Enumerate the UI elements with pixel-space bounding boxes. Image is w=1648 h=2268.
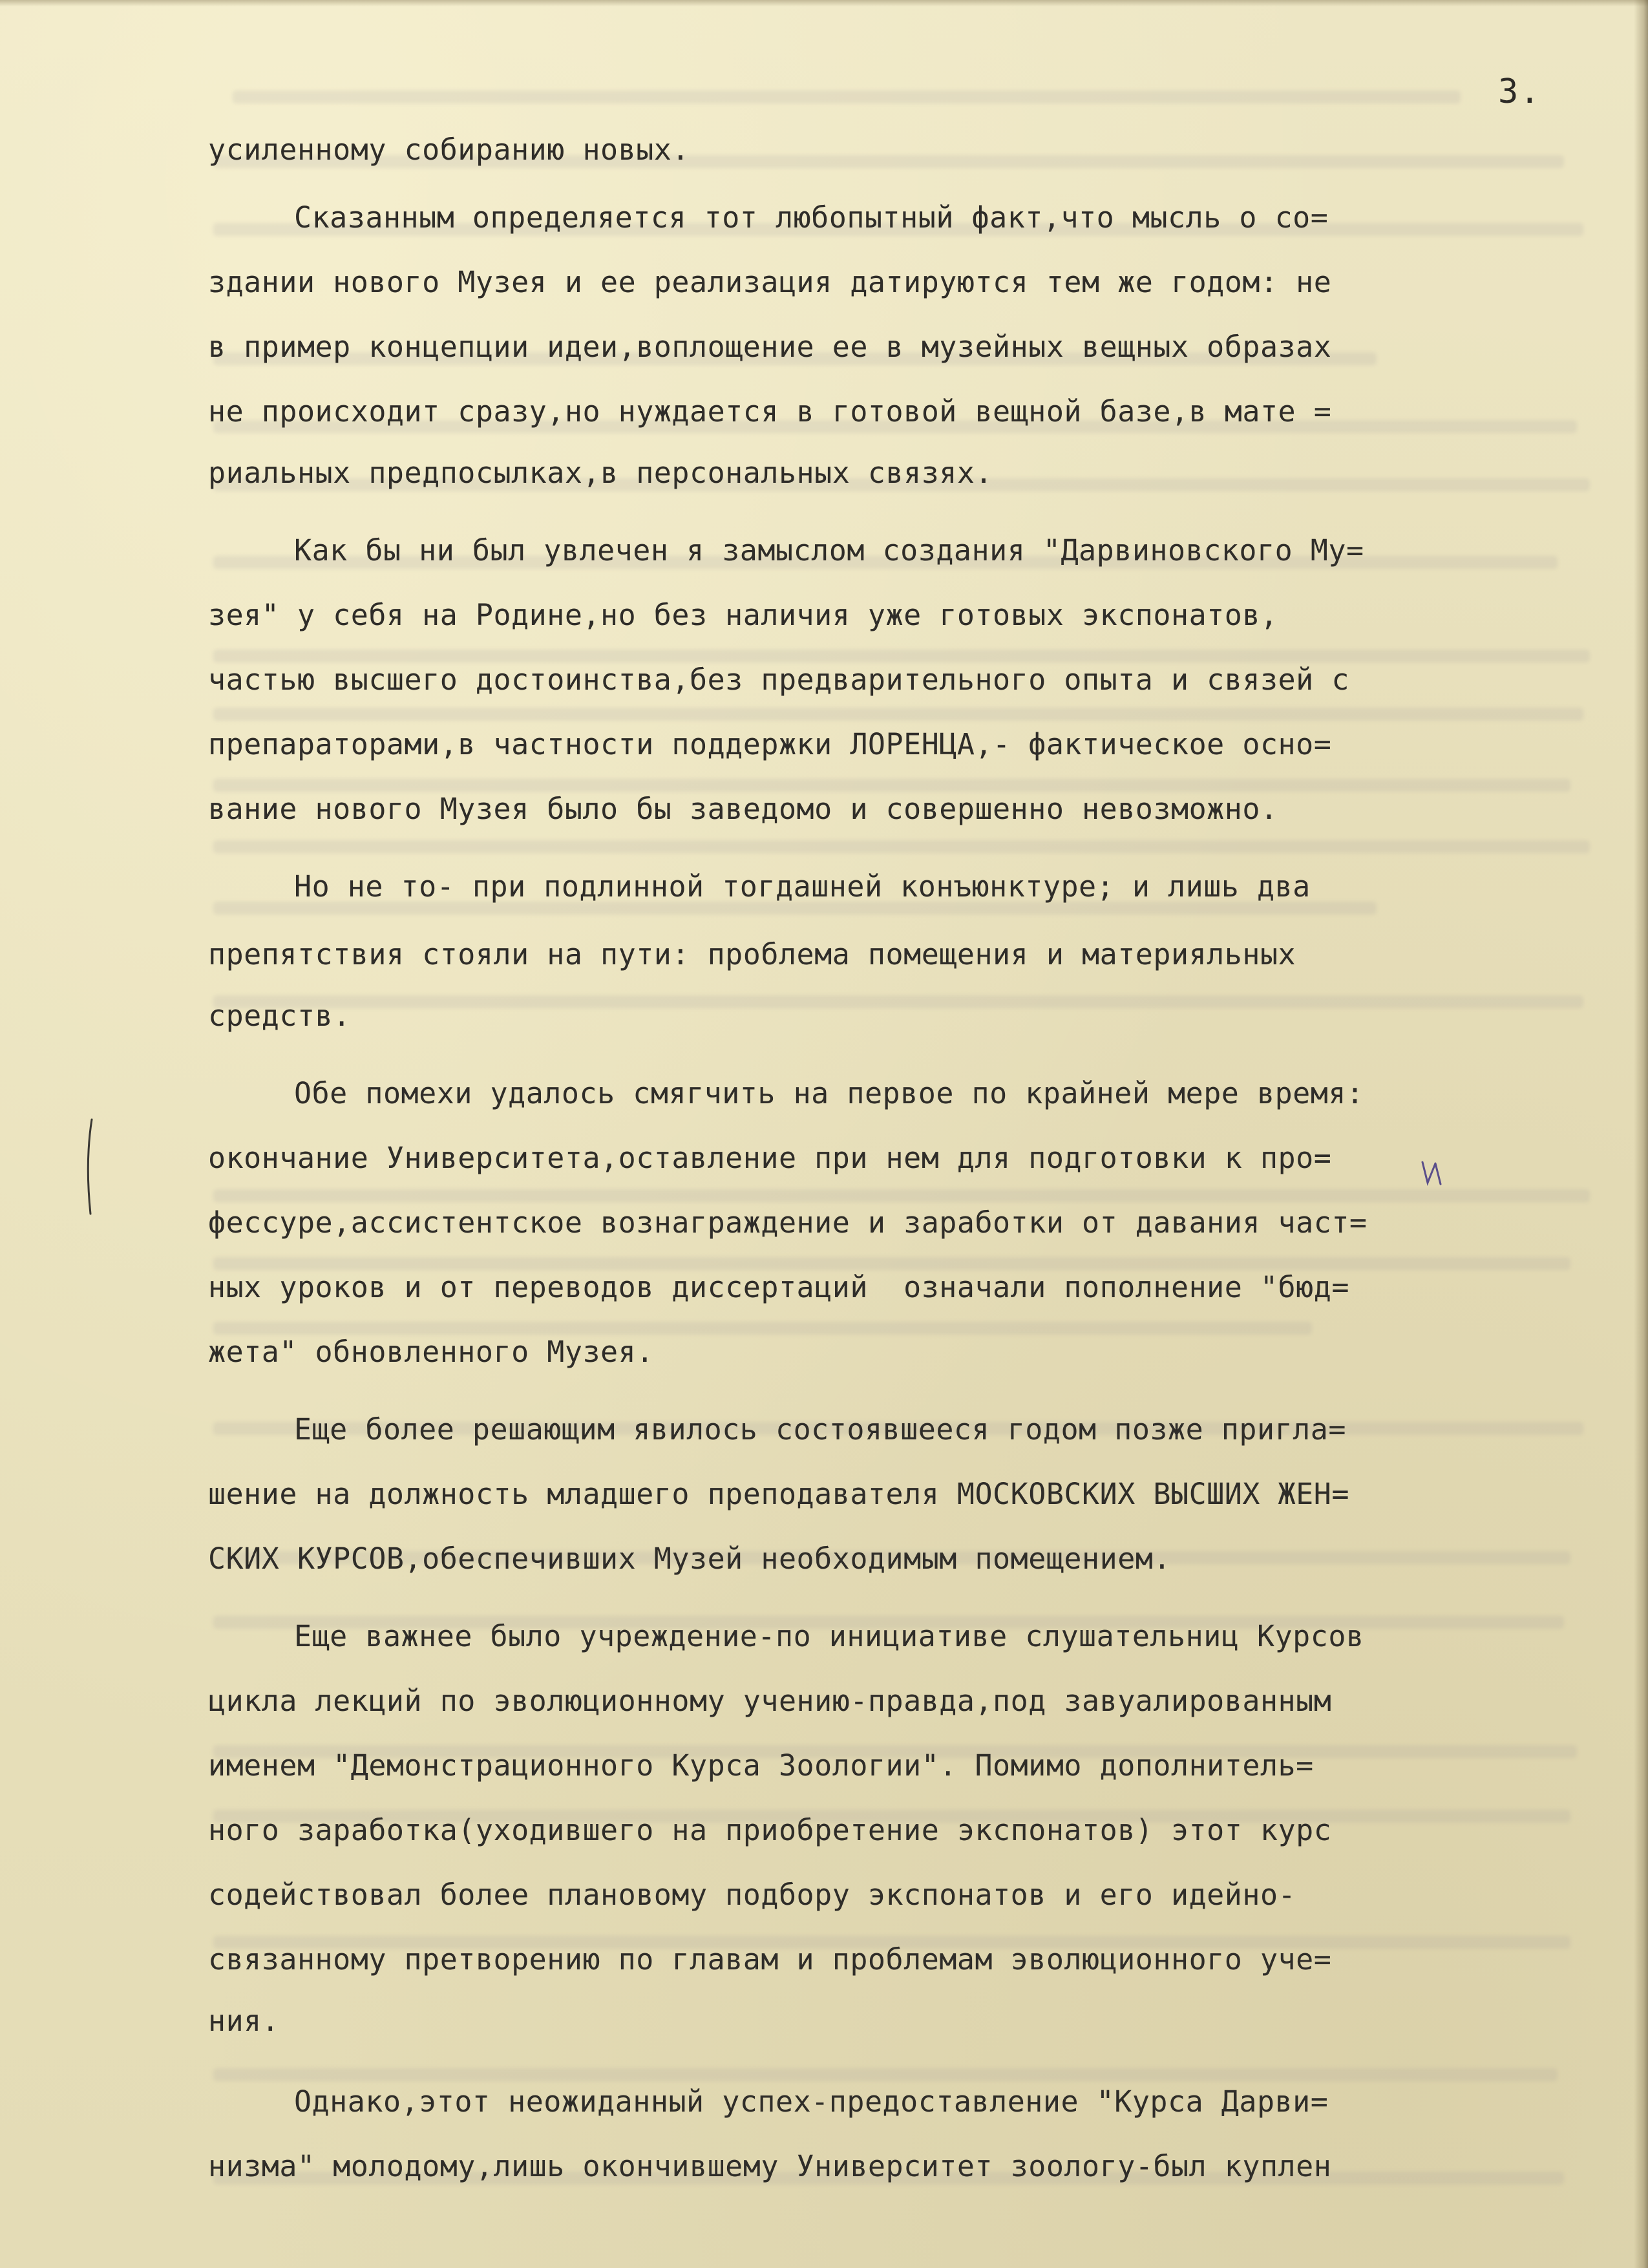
text-line: именем "Демонстрационного Курса Зоологии". Помимо дополнитель=	[208, 1748, 1314, 1783]
text-line: окончание Университета,оставление при нем для подготовки к про=	[208, 1141, 1332, 1175]
handwritten-correction-mark	[1419, 1157, 1451, 1189]
text-line: содействовал более плановому подбору экспонатов и его идейно-	[208, 1878, 1296, 1912]
text-line: СКИХ КУРСОВ,обеспечивших Музей необходимым помещением.	[208, 1542, 1171, 1576]
text-line: не происходит сразу,но нуждается в готовой вещной базе,в мате =	[208, 394, 1332, 429]
text-line: усиленному собиранию новых.	[208, 132, 690, 167]
text-line: цикла лекций по эволюционному учению-правда,под завуалированным	[208, 1684, 1332, 1718]
text-line: Еще важнее было учреждение-по инициативе слушательниц Курсов	[294, 1619, 1364, 1653]
text-line: Еще более решающим явилось состоявшееся годом позже пригла=	[294, 1412, 1346, 1447]
text-line: Как бы ни был увлечен я замыслом создания "Дарвиновского Му=	[294, 533, 1364, 567]
text-line: частью высшего достоинства,без предварительного опыта и связей с	[208, 662, 1349, 697]
text-line: препараторами,в частности поддержки ЛОРЕНЦА,- фактическое осно=	[208, 727, 1332, 761]
text-line: вание нового Музея было бы заведомо и совершенно невозможно.	[208, 792, 1278, 826]
text-line: здании нового Музея и ее реализация датируются тем же годом: не	[208, 265, 1332, 299]
text-line: в пример концепции идеи,воплощение ее в музейных вещных образах	[208, 330, 1332, 364]
text-line: Но не то- при подлинной тогдашней конъюнктуре; и лишь два	[294, 869, 1311, 904]
paper-edge-right	[1634, 0, 1648, 2268]
text-line: зея" у себя на Родине,но без наличия уже готовых экспонатов,	[208, 598, 1278, 632]
text-line: шение на должность младшего преподавателя МОСКОВСКИХ ВЫСШИХ ЖЕН=	[208, 1477, 1349, 1511]
text-line: жета" обновленного Музея.	[208, 1335, 654, 1369]
page-number: 3.	[1498, 72, 1541, 111]
text-line: ного заработка(уходившего на приобретение экспонатов) этот курс	[208, 1813, 1332, 1847]
text-line: Однако,этот неожиданный успех-предоставление "Курса Дарви=	[294, 2084, 1329, 2119]
text-line: препятствия стояли на пути: проблема помещения и материяльных	[208, 937, 1296, 971]
text-line: риальных предпосылках,в персональных связях.	[208, 456, 993, 490]
paper-edge-top	[0, 0, 1648, 6]
text-line: средств.	[208, 999, 351, 1033]
text-line: фессуре,ассистентское вознаграждение и заработки от давания част=	[208, 1205, 1368, 1240]
text-line: Сказанным определяется тот любопытный факт,что мысль о со=	[294, 200, 1329, 235]
text-line: ных уроков и от переводов диссертаций означали пополнение "бюд=	[208, 1270, 1349, 1304]
text-line: ния.	[208, 2004, 280, 2038]
text-line: Обе помехи удалось смягчить на первое по крайней мере время:	[294, 1076, 1364, 1110]
text-line: связанному претворению по главам и проблемам эволюционного уче=	[208, 1942, 1332, 1977]
text-line: низма" молодому,лишь окончившему Университет зоологу-был куплен	[208, 2149, 1332, 2183]
margin-pencil-mark	[84, 1118, 97, 1215]
